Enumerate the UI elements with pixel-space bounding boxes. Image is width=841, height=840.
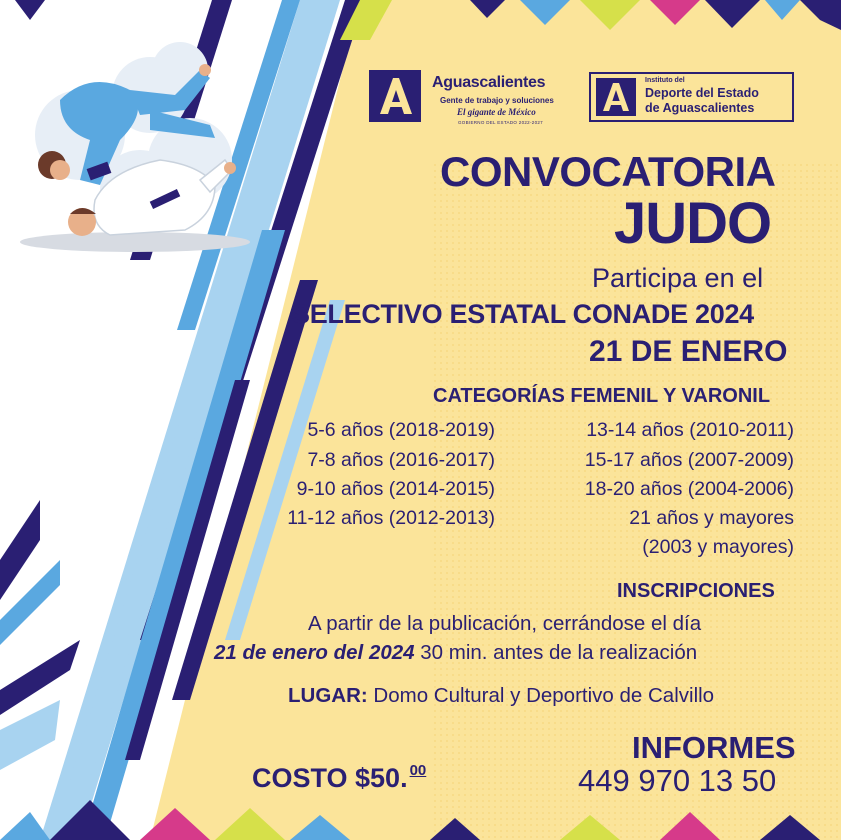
event-intro: Participa en el — [592, 263, 764, 293]
institute-logo-line2: de Aguascalientes — [645, 101, 755, 115]
cost-label: COSTO $50. — [252, 763, 408, 793]
inscripciones-deadline: 21 de enero del 2024 — [214, 641, 415, 664]
category-item: 9-10 años (2014-2015) — [296, 478, 495, 500]
inscripciones-line2-rest: 30 min. antes de la realización — [414, 641, 698, 664]
headline-convocatoria: CONVOCATORIA — [440, 148, 776, 195]
gov-logo-period: GOBIERNO DEL ESTADO 2022-2027 — [458, 120, 543, 125]
category-item: 7-8 años (2016-2017) — [307, 449, 495, 471]
venue-value: Domo Cultural y Deportivo de Calvillo — [367, 684, 715, 707]
event-date: 21 DE ENERO — [589, 335, 788, 368]
categories-title: CATEGORÍAS FEMENIL Y VARONIL — [433, 385, 771, 407]
category-item: 21 años y mayores — [629, 507, 794, 529]
category-item: 18-20 años (2004-2006) — [584, 478, 794, 500]
category-item: (2003 y mayores) — [642, 536, 794, 558]
institute-logo-line1: Deporte del Estado — [645, 86, 759, 100]
cost — [252, 762, 426, 794]
gov-logo-slogan: El gigante de México — [457, 107, 536, 117]
phone-number: 449 970 13 50 — [578, 763, 777, 798]
gov-logo-name: Aguascalientes — [432, 74, 546, 91]
inscripciones-line1: A partir de la publicación, cerrándose el día — [308, 612, 702, 635]
category-item: 11-12 años (2012-2013) — [287, 507, 495, 529]
category-item: 13-14 años (2010-2011) — [586, 419, 794, 441]
event-name: SELECTIVO ESTATAL CONADE 2024 — [292, 299, 754, 329]
venue — [288, 684, 714, 708]
informes-title: INFORMES — [632, 730, 796, 765]
headline-judo: JUDO — [614, 191, 772, 256]
category-item: 15-17 años (2007-2009) — [584, 449, 794, 471]
cost-cents: 00 — [409, 762, 427, 779]
institute-logo-small: Instituto del — [645, 77, 685, 84]
venue-label: LUGAR: — [288, 684, 368, 707]
category-item: 5-6 años (2018-2019) — [307, 419, 495, 441]
inscripciones-line2 — [214, 641, 697, 665]
inscripciones-title: INSCRIPCIONES — [617, 580, 775, 602]
gov-logo-tagline: Gente de trabajo y soluciones — [440, 96, 554, 105]
